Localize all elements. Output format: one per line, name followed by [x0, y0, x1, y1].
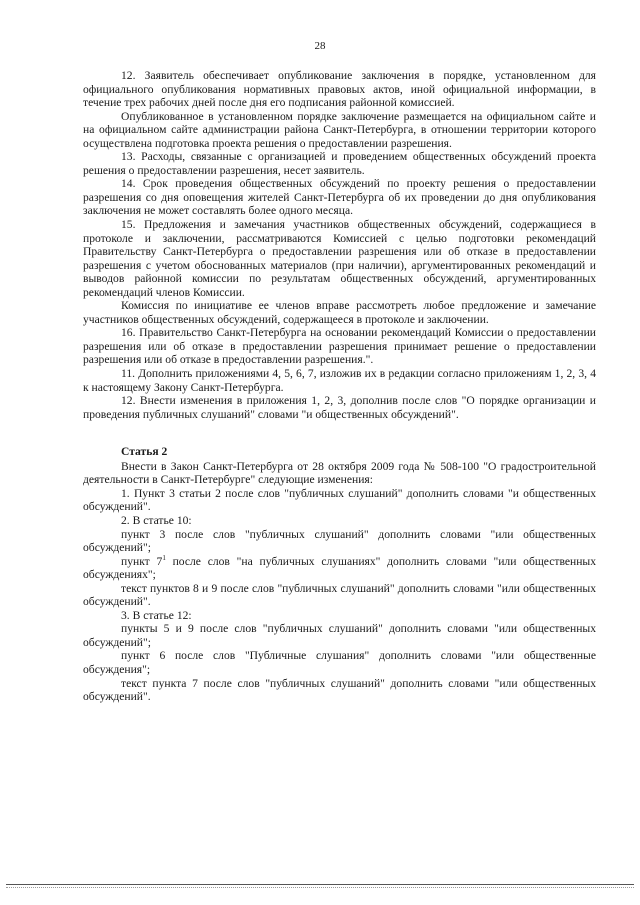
- item-2-b-rest: после слов "на публичных слушаниях" дополнить словами "или общественных обсуждениях";: [83, 554, 596, 582]
- page-number: 28: [314, 40, 326, 52]
- paragraph-16-government: 16. Правительство Санкт-Петербурга на основании рекомендаций Комиссии о предоставлении разрешения или об отказе в предоставлении разрешения принимает решение о предоставлении разрешения или об отказе в предоставлении разрешения.".: [83, 326, 596, 367]
- article-2-heading: Статья 2: [121, 445, 168, 459]
- bottom-scan-line: [6, 884, 634, 885]
- superscript-number: 1: [162, 553, 166, 562]
- article-2-item-3-c: текст пункта 7 после слов "публичных слушаний" дополнить словами "или общественных обсуждений".: [83, 676, 596, 704]
- article-2-intro: Внести в Закон Санкт-Петербурга от 28 октября 2009 года № 508-100 "О градостроительной деятельности в Санкт-Петербурге" следующие изменения:: [83, 459, 596, 487]
- article-2-item-3-a: пункты 5 и 9 после слов "публичных слушаний" дополнить словами "или общественных обсуждений";: [83, 622, 596, 649]
- article-2-item-2-title: 2. В статье 10:: [121, 513, 192, 527]
- article-2-item-3-b: пункт 6 после слов "Публичные слушания" дополнить словами "или общественные обсуждения";: [83, 649, 596, 676]
- paragraph-11-appendices: 11. Дополнить приложениями 4, 5, 6, 7, изложив их в редакции согласно приложениям 1, 2, 3, 4 к настоящему Закону Санкт-Петербурга.: [83, 367, 596, 394]
- paragraph-13-expenses: 13. Расходы, связанные с организацией и проведением общественных обсуждений проекта решения о предоставлении разрешения, несет заявитель.: [83, 150, 596, 177]
- article-2-item-2-a: пункт 3 после слов "публичных слушаний" дополнить словами "или общественных обсуждений";: [83, 527, 596, 555]
- article-2-item-2-c: текст пунктов 8 и 9 после слов "публичных слушаний" дополнить словами "или общественных обсуждений".: [83, 581, 596, 609]
- item-2-b-start: пункт 7: [121, 554, 163, 568]
- article-2-item-3-title: 3. В статье 12:: [121, 608, 192, 622]
- paragraph-12-changes: 12. Внести изменения в приложения 1, 2, 3, дополнив после слов "О порядке организации и проведения публичных слушаний" словами "и общественных обсуждений".: [83, 394, 596, 421]
- paragraph-published-conclusion: Опубликованное в установленном порядке заключение размещается на официальном сайте и на официальном сайте администрации района Санкт-Петербурга, в отношении территории которого осуществлена подготовка проекта решения о предоставлении разрешения.: [83, 109, 596, 150]
- article-2-item-1: 1. Пункт 3 статьи 2 после слов "публичных слушаний" дополнить словами "и общественных обсуждений".: [83, 486, 596, 514]
- paragraph-commission-initiative: Комиссия по инициативе ее членов вправе рассмотреть любое предложение и замечание участников общественных обсуждений, содержащееся в протоколе и заключении.: [83, 299, 596, 326]
- document-body: [83, 69, 596, 704]
- paragraph-14-term: 14. Срок проведения общественных обсуждений по проекту решения о предоставлении разрешения со дня оповещения жителей Санкт-Петербурга об их проведении до дня опубликования заключения не может составлять более одного месяца.: [83, 177, 596, 218]
- paragraph-15-proposals: 15. Предложения и замечания участников общественных обсуждений, содержащиеся в протоколе и заключении, рассматриваются Комиссией с целью подготовки рекомендаций Правительству Санкт-Петербурга о предоставлении разрешения или об отказе в предоставлении разрешения с учетом обоснованных материалов (при наличии), аргументированных рекомендаций и выводов районной комиссии по результатам общественных обсуждений, аргументированных рекомендаций членов Комиссии.: [83, 218, 596, 299]
- bottom-scan-line-dotted: [6, 887, 634, 888]
- article-2-item-2-b: [83, 555, 596, 582]
- paragraph-12-publication: 12. Заявитель обеспечивает опубликование заключения в порядке, установленном для официального опубликования нормативных правовых актов, иной официальной информации, в течение трех рабочих дней после дня его подписания районной комиссией.: [83, 69, 596, 110]
